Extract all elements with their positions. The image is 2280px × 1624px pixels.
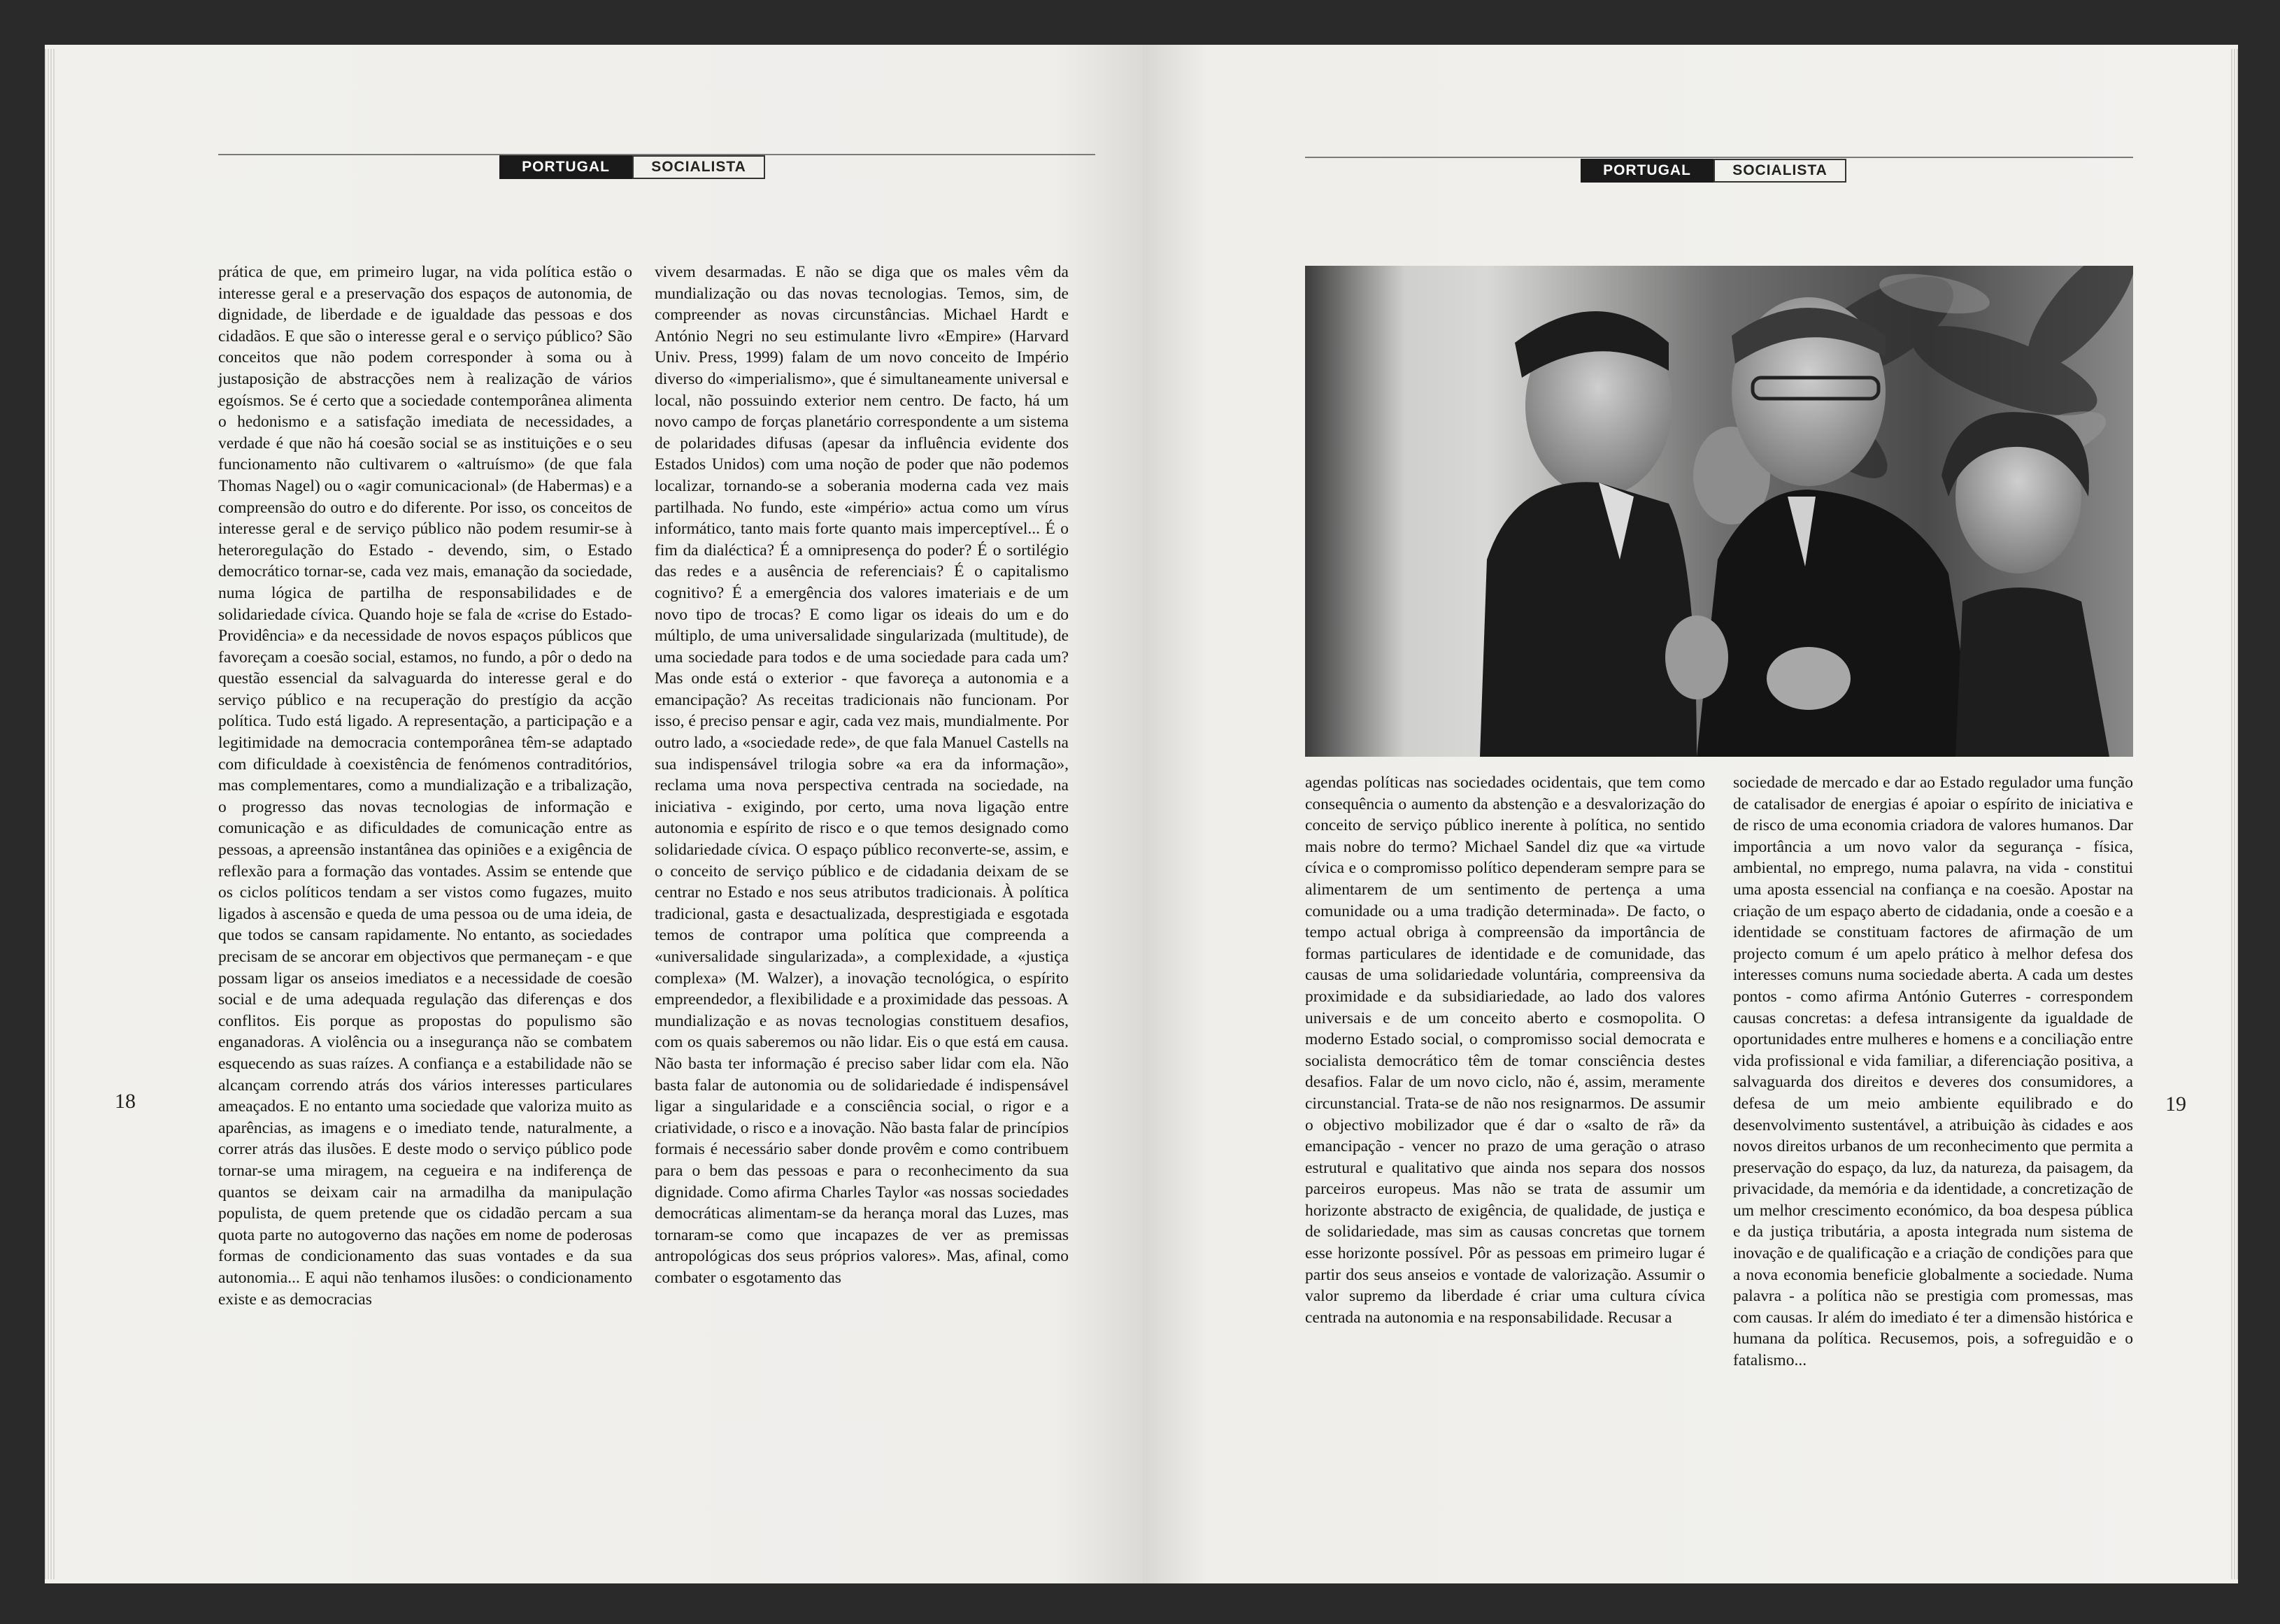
left-column-2 xyxy=(655,262,1069,1500)
photo-two-men-embracing xyxy=(1305,266,2133,757)
article-text: sociedade de mercado e dar ao Estado regulador uma função de catalisador de energias é apoiar o espírito de iniciativa e de risco de uma economia criadora de valores humanos. Dar importância a um novo valor da segurança - física, ambiental, no emprego, numa palavra, na vida - constitui uma aposta essencial na confiança e na coesão. Apostar na criação de um espaço aberto de cidadania, onde a coesão e a identidade se constituam factores de afirmação de um projecto comum é um apelo prático à melhor defesa dos interesses comuns numa sociedade aberta. A cada um destes pontos - como afirma António Guterres - correspondem causas concretas: a defesa intransigente da igualdade de oportunidades entre mulheres e homens e a conciliação entre vida profissional e vida familiar, a diferenciação positiva, a salvaguarda dos direitos e deveres dos consumidores, a defesa de um meio ambiente equilibrado e do desenvolvimento sustentável, a atribuição às cidades e aos novos direitos urbanos de um reconhecimento que permita a preservação do espaço, da luz, da natureza, da paisagem, da privacidade, da memória e da identidade, a concretização de um melhor crescimento económico, da boa despesa pública e da justiça tributária, a aposta integrada num sistema de inovação e de qualificação e a criação de condições para que a nova economia beneficie globalmente a sociedade. Numa palavra - a política não se prestigia com promessas, mas com causas. Ir além do imediato é ter a dimensão histórica e humana da política. Recusemos, pois, a sofreguidão e o fatalismo... xyxy=(1733,774,2133,1370)
right-page xyxy=(1143,45,2238,1583)
page-number-left: 18 xyxy=(115,1090,136,1113)
photo-two-men-embracing-icon xyxy=(1305,266,2133,757)
masthead-socialista: SOCIALISTA xyxy=(632,155,765,179)
masthead xyxy=(1581,159,1846,183)
page-number-right: 19 xyxy=(2165,1092,2186,1116)
masthead-socialista: SOCIALISTA xyxy=(1713,159,1846,183)
header-rule xyxy=(1305,157,2133,158)
magazine-spread xyxy=(45,45,2238,1583)
masthead-portugal: PORTUGAL xyxy=(499,155,632,179)
article-text: prática de que, em primeiro lugar, na vida política estão o interesse geral e a preservação dos espaços de autonomia, de dignidade, de liberdade e de igualdade das pessoas e dos cidadãos. E que são o interesse geral e o serviço público? São conceitos que não podem corresponder à soma ou à justaposição de abstracções nem à realização de vários egoísmos. Se é certo que a sociedade contemporânea alimenta o hedonismo e a satisfação imediata de necessidades, a verdade é que não há coesão social se as instituições e o seu funcionamento não cultivarem o «altruísmo» (de que fala Thomas Nagel) ou o «agir comunicacional» (de Habermas) e a compreensão do outro e do diferente. Por isso, os conceitos de interesse geral e de serviço público não podem resumir-se à heteroregulação do Estado - devendo, sim, o Estado democrático tornar-se, cada vez mais, emanação da sociedade, numa lógica de partilha de responsabilidades e de solidariedade cívica. Quando hoje se fala de «crise do Estado-Providência» e da necessidade de novos espaços públicos que favoreçam a coesão social, estamos, no fundo, a pôr o dedo na questão essencial da salvaguarda do interesse geral e do serviço público e na recuperação do prestígio da acção política. Tudo está ligado. A representação, a participação e a legitimidade na democracia contemporânea têm-se adaptado com dificuldade à coexistência de fenómenos contraditórios, mas complementares, como a mundialização e a tribalização, o progresso das novas tecnologias de informação e comunicação e as dificuldades de comunicação entre as pessoas, a apreensão instantânea das opiniões e a exigência de reflexão para a formação das vontades. Assim se entende que os ciclos políticos tendam a ser vistos como fugazes, muito ligados à ascensão e queda de uma pessoa ou de uma ideia, de que todos se cansam rapidamente. No entanto, as sociedades precisam de se ancorar em objectivos que permaneçam - e que possam ligar os anseios imediatos e a necessidade de coesão social e de uma adequada regulação das diferenças e dos conflitos. Eis porque as propostas do populismo são enganadoras. A violência ou a insegurança não se combatem esquecendo as suas raízes. A confiança e a estabilidade não se alcançam correndo atrás dos vários interesses particulares ameaçados. E no entanto uma sociedade que valoriza muito as aparências, as imagens e o imediato tende, naturalmente, a correr atrás das ilusões. E deste modo o serviço público pode tornar-se uma miragem, na cegueira e na indiferença de quantos se deixam cair na armadilha da manipulação populista, de quem pretende que os cidadão percam a sua quota parte no autogoverno das nações em nome de poderosas formas de condicionamento das suas vontades e da sua autonomia... E aqui não tenhamos ilusões: o condicionamento existe e as democracias xyxy=(218,263,632,1309)
right-column-1 xyxy=(1305,772,1705,1527)
page-edges xyxy=(45,49,55,1579)
article-text: agendas políticas nas sociedades ocidentais, que tem como consequência o aumento da abstenção e a desvalorização do conceito de serviço público inerente à política, no sentido mais nobre do termo? Michael Sandel diz que «a virtude cívica e o compromisso político dependeram sempre para se alimentarem de um sentimento de pertença a uma comunidade ou a uma tradição determinada». De facto, o tempo actual obriga à compreensão da importância de formas particulares de identidade e de comunidade, das causas de uma solidariedade voluntária, compreensiva da proximidade e da subsidiariedade, ao lado dos valores universais e de um conceito aberto e cosmopolita. O moderno Estado social, o compromisso social democrata e socialista democrático têm de tomar consciência destes desafios. Falar de um novo ciclo, não é, assim, meramente circunstancial. Trata-se de não nos resignarmos. De assumir o objectivo mobilizador que é dar o «salto de rã» da emancipação - vencer no prazo de uma geração o atraso estrutural e qualitativo que ainda nos separa dos nossos parceiros europeus. Mas não se trata de assumir um horizonte abstracto de exigência, de qualidade, de justiça e de solidariedade, mas sim as causas concretas que tornem esse horizonte possível. Pôr as pessoas em primeiro lugar é partir dos seus anseios e vontade de valorização. Assumir o valor supremo da liberdade é criar uma cultura cívica centrada na autonomia e na responsabilidade. Recusar a xyxy=(1305,774,1705,1327)
masthead-portugal: PORTUGAL xyxy=(1581,159,1713,183)
left-page xyxy=(45,45,1143,1583)
page-edges xyxy=(2230,49,2238,1579)
masthead xyxy=(499,155,765,179)
article-text: vivem desarmadas. E não se diga que os males vêm da mundialização ou das novas tecnologias. Temos, sim, de compreender as novas circunstâncias. Michael Hardt e António Negri no seu estimulante livro «Empire» (Harvard Univ. Press, 1999) falam de um novo conceito de Império diverso do «imperialismo», que é simultaneamente universal e local, não possuindo exterior nem centro. De facto, há um novo campo de forças planetário correspondente a um sistema de polaridades difusas (apesar da influência evidente dos Estados Unidos) com uma noção de poder que não podemos localizar, tornando-se a soberania moderna cada vez mais partilhada. No fundo, este «império» actua como um vírus informático, tanto mais forte quanto mais imperceptível... É o fim da dialéctica? É a omnipresença do poder? É o sortilégio das redes e a ausência de referenciais? É o capitalismo cognitivo? É a emergência dos valores imateriais e de um novo tipo de trocas? E como ligar os ideais do um e do múltiplo, de uma universalidade singularizada (multitude), de uma sociedade para todos e de uma sociedade para cada um? Mas onde está o exterior - que favoreça a autonomia e a emancipação? As receitas tradicionais não funcionam. Por isso, é preciso pensar e agir, cada vez mais, mundialmente. Por outro lado, a «sociedade rede», de que fala Manuel Castells na sua indispensável trilogia sobre «a era da informação», reclama uma nova perspectiva centrada na sociedade, na iniciativa - exigindo, por certo, uma nova ligação entre autonomia e espírito de risco e o que temos designado como solidariedade cívica. O espaço público reconverte-se, assim, e o conceito de serviço público e de cidadania deixam de se centrar no Estado e nos seus atributos tradicionais. À política tradicional, gasta e desactualizada, desprestigiada e esgotada temos de contrapor uma política que compreenda a «universalidade singularizada», a complexidade, a «justiça complexa» (M. Walzer), a inovação tecnológica, o espírito empreendedor, a flexibilidade e a proximidade das pessoas. A mundialização e as novas tecnologias constituem desafios, com os quais saberemos ou não lidar. Eis o que está em causa. Não basta ter informação é preciso saber lidar com ela. Não basta falar de autonomia ou de solidariedade é indispensável ligar a singularidade e a consciência social, o rigor e a criatividade, o risco e a inovação. Não basta falar de princípios formais é necessário saber donde provêm e como contribuem para o bem das pessoas e para o reconhecimento da sua dignidade. Como afirma Charles Taylor «as nossas sociedades democráticas alimentam-se da herança moral das Luzes, mas tornaram-se como que incapazes de ver as premissas antropológicas dos seus próprios valores». Mas, afinal, como combater o esgotamento das xyxy=(655,263,1069,1287)
right-column-2 xyxy=(1733,772,2133,1527)
left-column-1 xyxy=(218,262,632,1500)
